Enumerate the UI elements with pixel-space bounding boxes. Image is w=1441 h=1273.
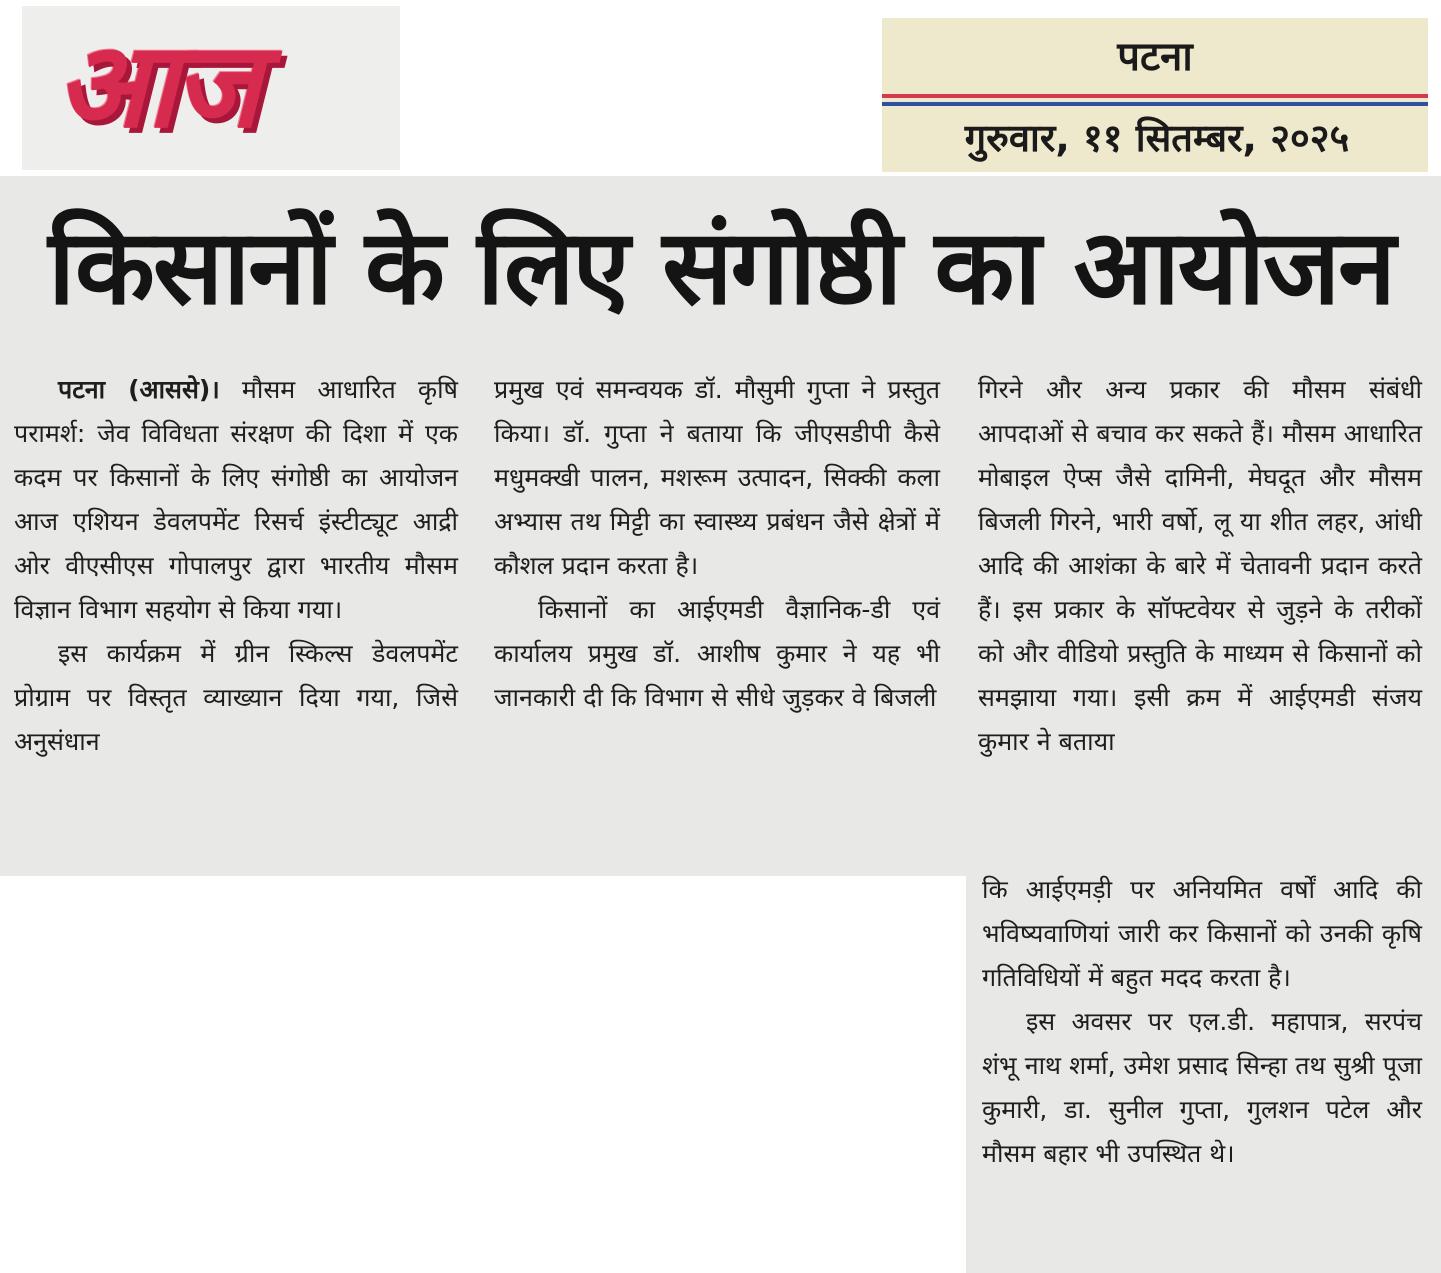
- dateline-date: गुरुवार, ११ सितम्बर, २०२५: [964, 116, 1350, 160]
- masthead: [22, 6, 400, 170]
- dateline-box: [882, 18, 1428, 172]
- newspaper-logo: आज: [56, 15, 257, 154]
- paragraph: इस कार्यक्रम में ग्रीन स्किल्स डेवलपमेंट प्रोग्राम पर विस्तृत व्याख्यान दिया गया, जिसे अनुसंधान: [14, 639, 458, 756]
- paragraph: किसानों का आईएमडी वैज्ञानिक-डी एवं कार्यालय प्रमुख डॉ. आशीष कुमार ने यह भी जानकारी दी कि विभाग से सीधे जुड़कर वे बिजली: [494, 595, 940, 712]
- paragraph: कि आईएमड़ी पर अनियमित वर्षों आदि की भविष्यवाणियां जारी कर किसानों को उनकी कृषि गतिविधियों में बहुत मदद करता है।: [982, 875, 1422, 992]
- article-dateline: पटना (आससे)।: [58, 375, 220, 404]
- dateline-city: पटना: [1117, 34, 1193, 80]
- blue-rule-divider: [882, 102, 1428, 106]
- article-column-1: [14, 368, 458, 764]
- paragraph: गिरने और अन्य प्रकार की मौसम संबंधी आपदाओं से बचाव कर सकते हैं। मौसम आधारित मोबाइल ऐप्स जैसे दामिनी, मेघदूत और मौसम बिजली गिरने, भारी वर्षो, लू या शीत लहर, आंधी आदि की आशंका के बारे में चेतावनी प्रदान करते हैं। इस प्रकार के सॉफ्टवेयर से जुड़ने के तरीकों को और वीडियो प्रस्तुति के माध्यम से किसानों को समझाया गया। इसी क्रम में आईएमडी संजय कुमार ने बताया: [978, 375, 1422, 756]
- article-headline: किसानों के लिए संगोष्ठी का आयोजन: [48, 206, 1394, 328]
- article-column-3-top: [978, 368, 1422, 764]
- paragraph: [14, 368, 458, 632]
- article-column-3-bottom: [982, 868, 1422, 1176]
- paragraph: इस अवसर पर एल.डी. महापात्र, सरपंच शंभू नाथ शर्मा, उमेश प्रसाद सिन्हा तथ सुश्री पूजा कुमारी, डा. सुनील गुप्ता, गुलशन पटेल और मौसम बहार भी उपस्थित थे।: [982, 1007, 1422, 1168]
- paragraph: प्रमुख एवं समन्वयक डॉ. मौसुमी गुप्ता ने प्रस्तुत किया। डॉ. गुप्ता ने बताया कि जीएसडीपी कैसे मधुमक्खी पालन, मशरूम उत्पादन, सिक्की कला अभ्यास तथ मिट्टी का स्वास्थ्य प्रबंधन जैसे क्षेत्रों में कौशल प्रदान करता है।: [494, 375, 940, 580]
- paragraph-text: मौसम आधारित कृषि परामर्श: जेव विविधता संरक्षण की दिशा में एक कदम पर किसानों के लिए संगोष्ठी का आयोजन आज एशियन डेवलपमेंट रिसर्च इंस्टीट्यूट आद्री ओर वीएसीएस गोपालपुर द्वारा भारतीय मौसम विज्ञान विभाग सहयोग से किया गया।: [14, 375, 458, 624]
- article-column-2: [494, 368, 940, 720]
- red-rule-divider: [882, 94, 1428, 98]
